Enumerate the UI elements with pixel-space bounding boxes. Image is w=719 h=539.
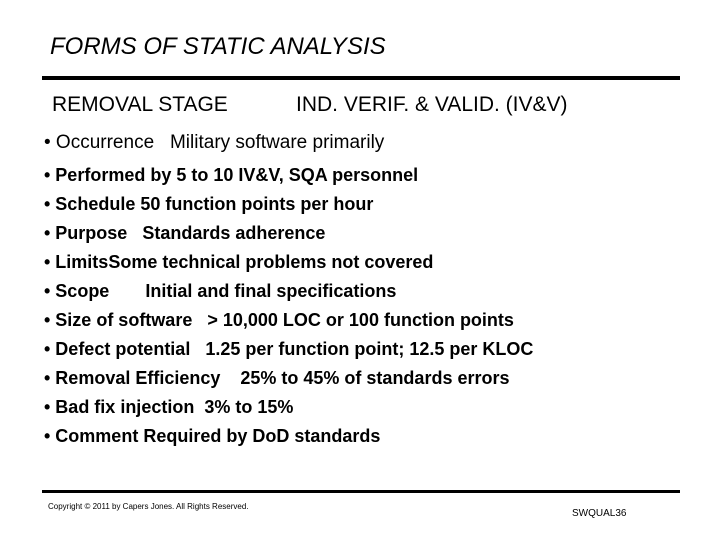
column-heading-ivv: IND. VERIF. & VALID. (IV&V) — [296, 93, 568, 116]
item-label: • Scope — [44, 281, 110, 301]
page-title: FORMS OF STATIC ANALYSIS — [50, 33, 386, 60]
footer-divider — [42, 490, 680, 493]
item-value: 1.25 per function point; 12.5 per KLOC — [205, 339, 534, 359]
item-label: • Performed by — [44, 165, 172, 185]
item-value: Initial and final specifications — [145, 281, 397, 301]
item-label: • Bad fix injection — [44, 397, 195, 417]
item-value: 3% to 15% — [204, 397, 294, 417]
list-item-purpose — [44, 219, 533, 248]
item-value: Standards adherence — [142, 223, 326, 243]
list-item-scope — [44, 277, 533, 306]
item-label: • Comment — [44, 426, 139, 446]
list-item-removal-efficiency — [44, 364, 533, 393]
item-label: • Purpose — [44, 223, 128, 243]
item-value: > 10,000 LOC or 100 function points — [207, 310, 514, 330]
copyright-notice: Copyright © 2011 by Capers Jones. All Rights Reserved. — [48, 502, 249, 511]
item-value: 25% to 45% of standards errors — [240, 368, 510, 388]
title-divider — [42, 76, 680, 80]
list-item-performed-by — [44, 161, 533, 190]
item-label: • Limits — [44, 252, 109, 272]
attribute-list — [44, 161, 533, 451]
item-value: Some technical problems not covered — [108, 252, 434, 272]
item-label: • Schedule — [44, 194, 136, 214]
list-item-schedule — [44, 190, 533, 219]
occurrence-label: • Occurrence — [44, 132, 155, 153]
item-label: • Removal Efficiency — [44, 368, 221, 388]
item-label: • Defect potential — [44, 339, 191, 359]
list-item-size-of-software — [44, 306, 533, 335]
item-value: 5 to 10 IV&V, SQA personnel — [176, 165, 419, 185]
list-item-limits — [44, 248, 533, 277]
item-value: Required by DoD standards — [143, 426, 381, 446]
list-item-comment — [44, 422, 533, 451]
occurrence-row — [44, 131, 384, 155]
slide-number: SWQUAL36 — [572, 508, 627, 519]
item-value: 50 function points per hour — [140, 194, 374, 214]
list-item-defect-potential — [44, 335, 533, 364]
list-item-bad-fix-injection — [44, 393, 533, 422]
item-label: • Size of software — [44, 310, 193, 330]
column-heading-removal-stage: REMOVAL STAGE — [52, 93, 228, 116]
occurrence-value: Military software primarily — [169, 132, 385, 153]
